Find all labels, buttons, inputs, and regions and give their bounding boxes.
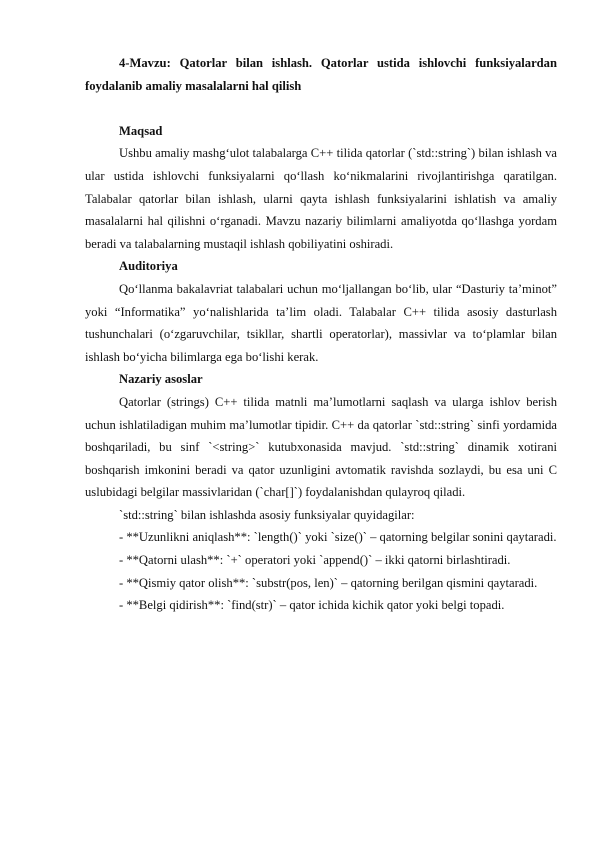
auditoriya-paragraph: Qo‘llanma bakalavriat talabalari uchun mo‘ljallangan bo‘lib, ular “Dasturiy ta’minot” yoki “Informatika” yo‘nalishlarida ta’lim oladi. Talabalar C++ tilida asosiy dasturlash tushunchalari (o‘zgaruvchilar, tsikllar, shartli operatorlar), massivlar va to‘plamlar bilan ishlash bo‘yicha bilimlarga ega bo‘lishi kerak.	[85, 281, 557, 364]
section-heading-auditoriya: Auditoriya	[119, 259, 178, 274]
section-heading-nazariy: Nazariy asoslar	[119, 372, 203, 387]
list-item: - **Qismiy qator olish**: `substr(pos, len)` – qatorning berilgan qismini qaytaradi.	[119, 575, 538, 590]
functions-intro: `std::string` bilan ishlashda asosiy funksiyalar quyidagilar:	[119, 507, 415, 522]
document-page	[85, 52, 557, 617]
blank-line	[85, 97, 557, 120]
maqsad-paragraph: Ushbu amaliy mashg‘ulot talabalarga C++ tilida qatorlar (`std::string`) bilan ishlash va ular ustida ishlovchi funksiyalarni qo‘llash ko‘nikmalarini rivojlantirishga qaratilgan. Talabalar qatorlar bilan ishlash, ularni qayta ishlash funksiyalarini ishlatish va amaliy masalalarni hal qilishni o‘rganadi. Mavzu nazariy bilimlarni amaliyotda qo‘llashga yordam beradi va talabalarning mustaqil ishlash qobiliyatini oshiradi.	[85, 146, 557, 251]
nazariy-paragraph: Qatorlar (strings) C++ tilida matnli ma’lumotlarni saqlash va ularga ishlov berish uchun ishlatiladigan muhim ma’lumotlar tipidir. C++ da qatorlar `std::string` sinfi yordamida boshqariladi, bu sinf `<string>` kutubxonasida mavjud. `std::string` dinamik xotirani boshqarish imkonini beradi va qator uzunligini avtomatik ravishda sozlaydi, bu esa uni C uslubidagi belgilar massivlaridan (`char[]`) foydalanishdan qulayroq qiladi.	[85, 394, 557, 500]
list-item: - **Qatorni ulash**: `+` operatori yoki `append()` – ikki qatorni birlashtiradi.	[119, 553, 511, 568]
list-item: - **Belgi qidirish**: `find(str)` – qator ichida kichik qator yoki belgi topadi.	[119, 598, 505, 613]
list-item: - **Uzunlikni aniqlash**: `length()` yoki `size()` – qatorning belgilar sonini qaytaradi.	[119, 530, 557, 545]
document-title: 4-Mavzu: Qatorlar bilan ishlash. Qatorlar ustida ishlovchi funksiyalardan foydalanib amaliy masalalarni hal qilish	[85, 56, 557, 93]
section-heading-maqsad: Maqsad	[119, 123, 163, 138]
